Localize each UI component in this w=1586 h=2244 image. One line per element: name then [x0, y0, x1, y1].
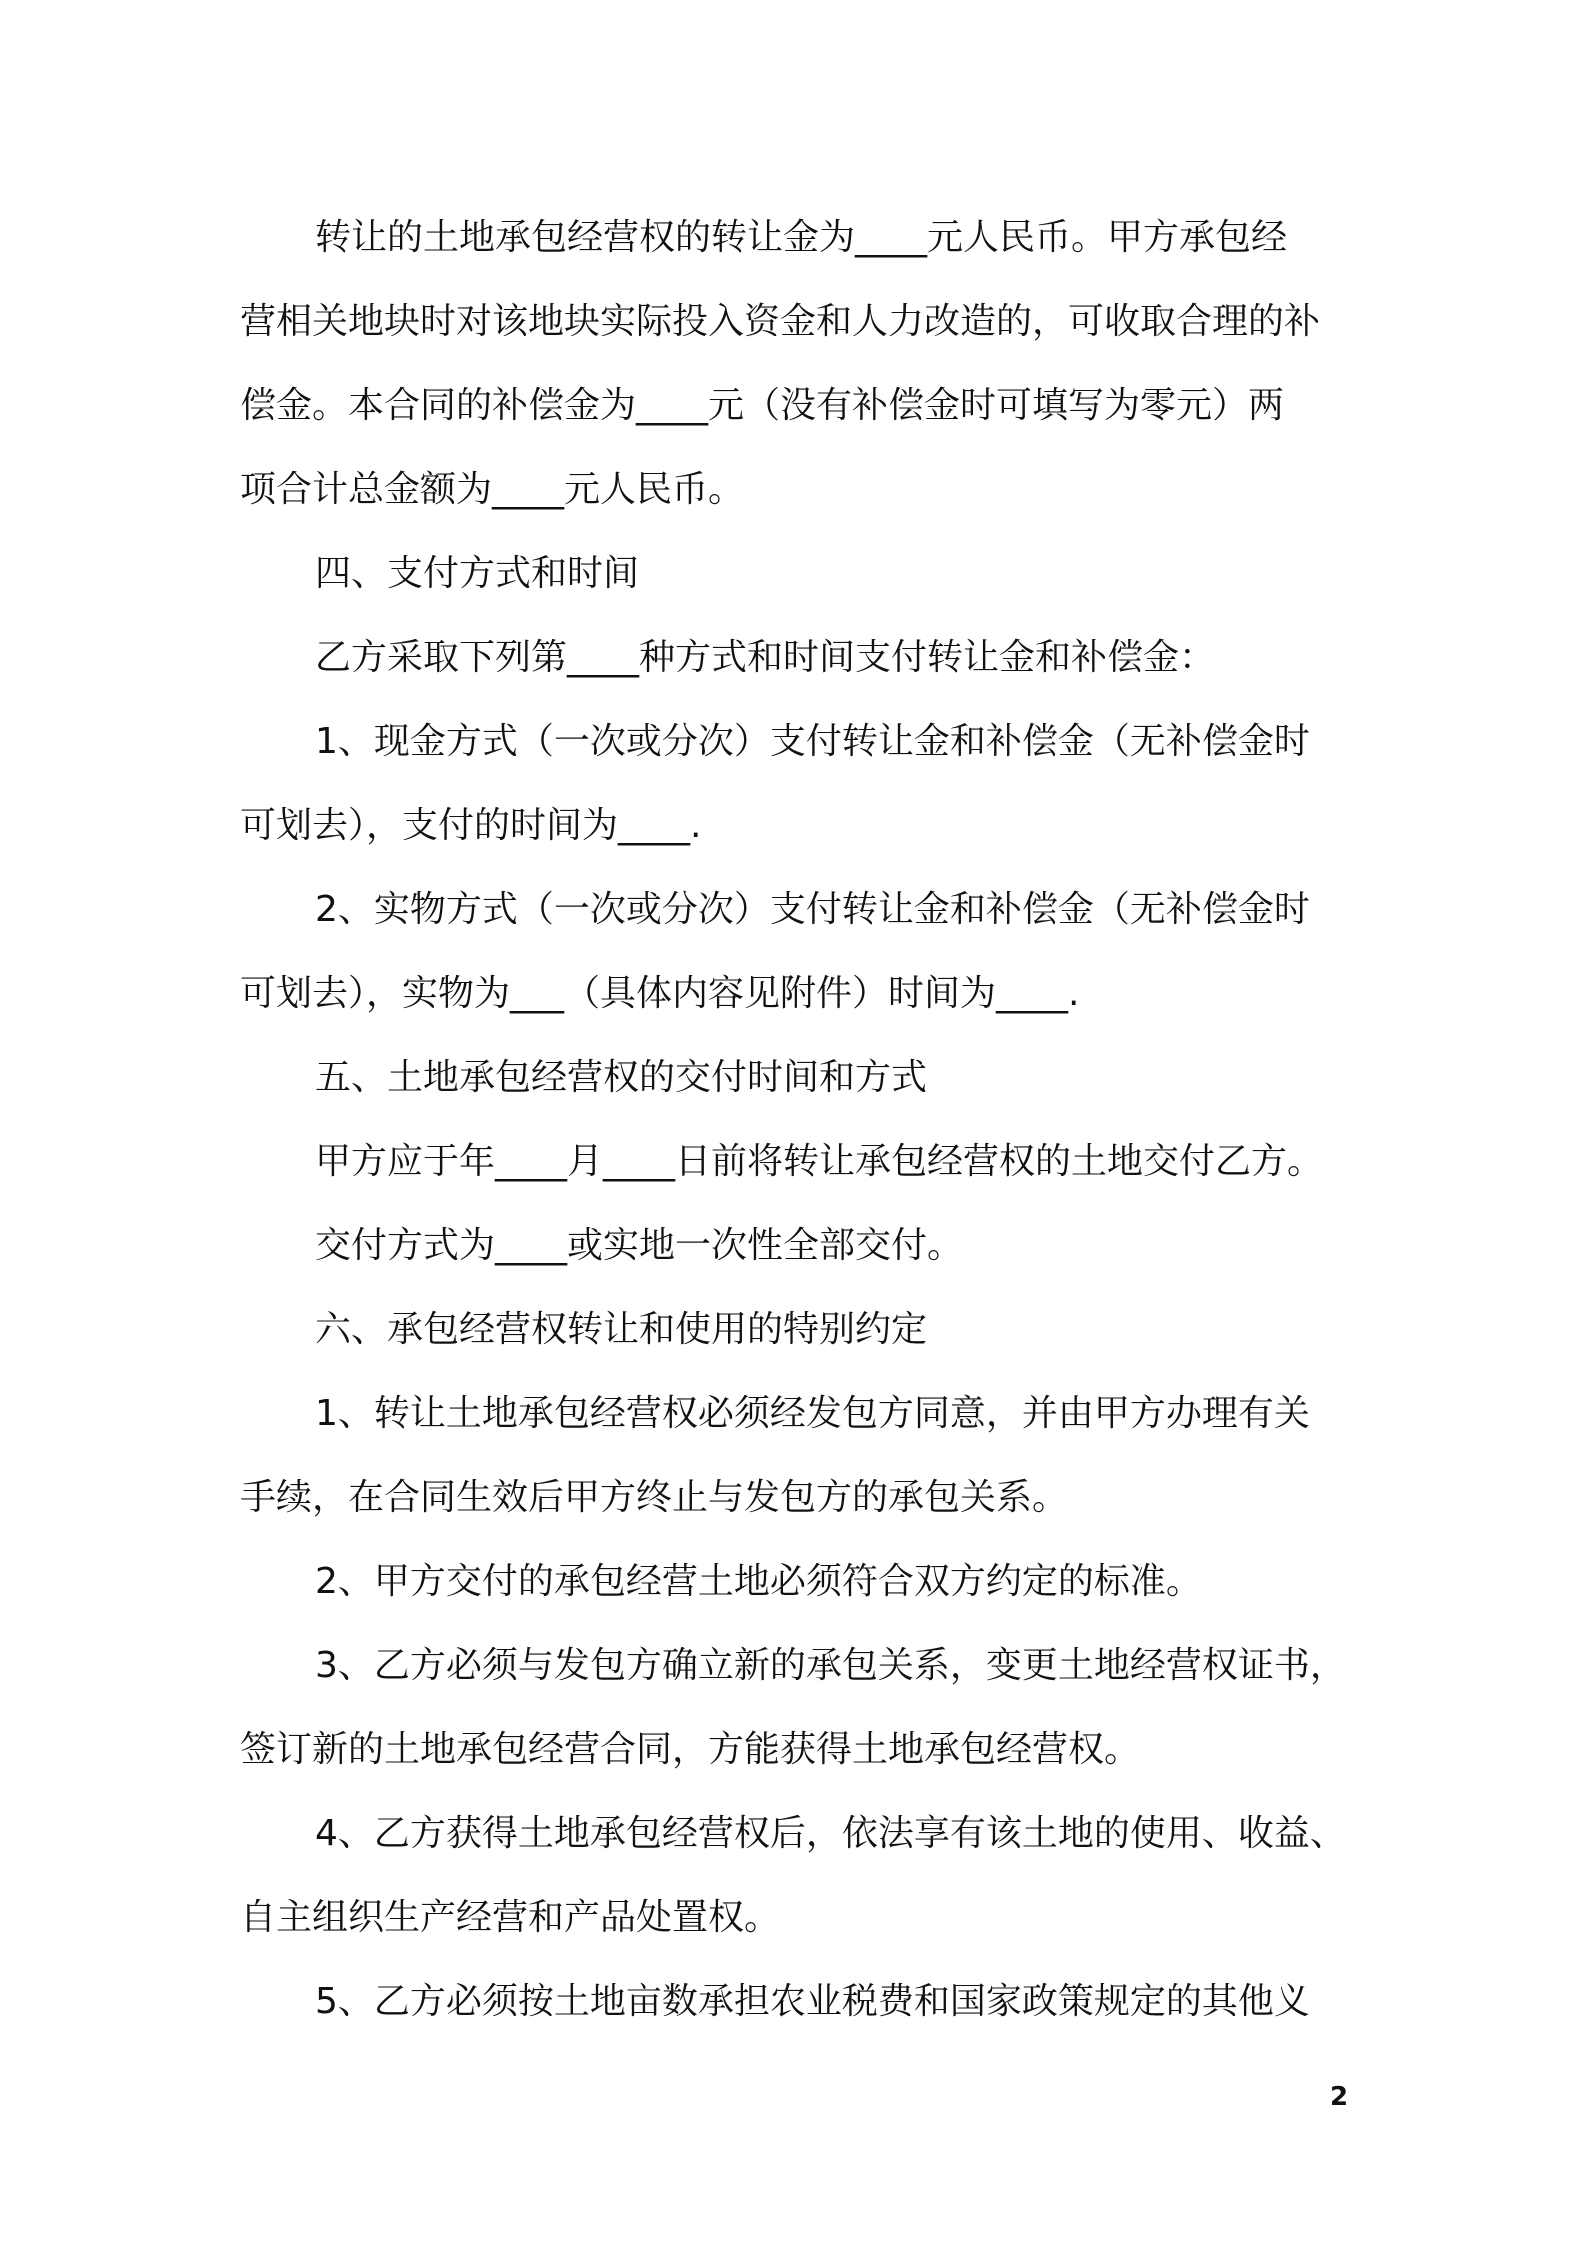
text-line: 2、甲方交付的承包经营土地必须符合双方约定的标准。 [315, 1561, 1202, 1602]
text-line: 营相关地块时对该地块实际投入资金和人力改造的，可收取合理的补 [240, 301, 1321, 342]
text-line: 2、实物方式（一次或分次）支付转让金和补偿金（无补偿金时 [315, 889, 1310, 930]
text-line: 签订新的土地承包经营合同，方能获得土地承包经营权。 [240, 1729, 1141, 1770]
text-line: 项合计总金额为____元人民币。 [240, 469, 745, 510]
text-line: 可划去），支付的时间为____. [240, 805, 702, 846]
text-line: 乙方采取下列第____种方式和时间支付转让金和补偿金： [315, 637, 1216, 678]
text-line: 1、转让土地承包经营权必须经发包方同意，并由甲方办理有关 [315, 1393, 1310, 1434]
text-line: 甲方应于年____月____日前将转让承包经营权的土地交付乙方。 [315, 1141, 1324, 1182]
text-line: 1、现金方式（一次或分次）支付转让金和补偿金（无补偿金时 [315, 721, 1310, 762]
text-line: 手续，在合同生效后甲方终止与发包方的承包关系。 [240, 1477, 1069, 1518]
text-line: 交付方式为____或实地一次性全部交付。 [315, 1225, 964, 1266]
text-line: 自主组织生产经营和产品处置权。 [240, 1897, 781, 1938]
document-body [240, 196, 1355, 2044]
text-line: 转让的土地承包经营权的转让金为____元人民币。甲方承包经 [315, 217, 1288, 258]
section-heading: 五、土地承包经营权的交付时间和方式 [315, 1057, 928, 1098]
section-heading: 六、承包经营权转让和使用的特别约定 [315, 1309, 928, 1350]
text-line: 5、乙方必须按土地亩数承担农业税费和国家政策规定的其他义 [315, 1981, 1310, 2022]
text-line: 可划去），实物为___（具体内容见附件）时间为____. [240, 973, 1080, 1014]
text-line: 4、乙方获得土地承包经营权后，依法享有该土地的使用、收益、 [315, 1813, 1346, 1854]
section-heading: 四、支付方式和时间 [315, 553, 640, 594]
text-line: 偿金。本合同的补偿金为____元（没有补偿金时可填写为零元）两 [240, 385, 1285, 426]
text-line: 3、乙方必须与发包方确立新的承包关系，变更土地经营权证书， [315, 1645, 1346, 1686]
page-number: 2 [1330, 2082, 1349, 2112]
